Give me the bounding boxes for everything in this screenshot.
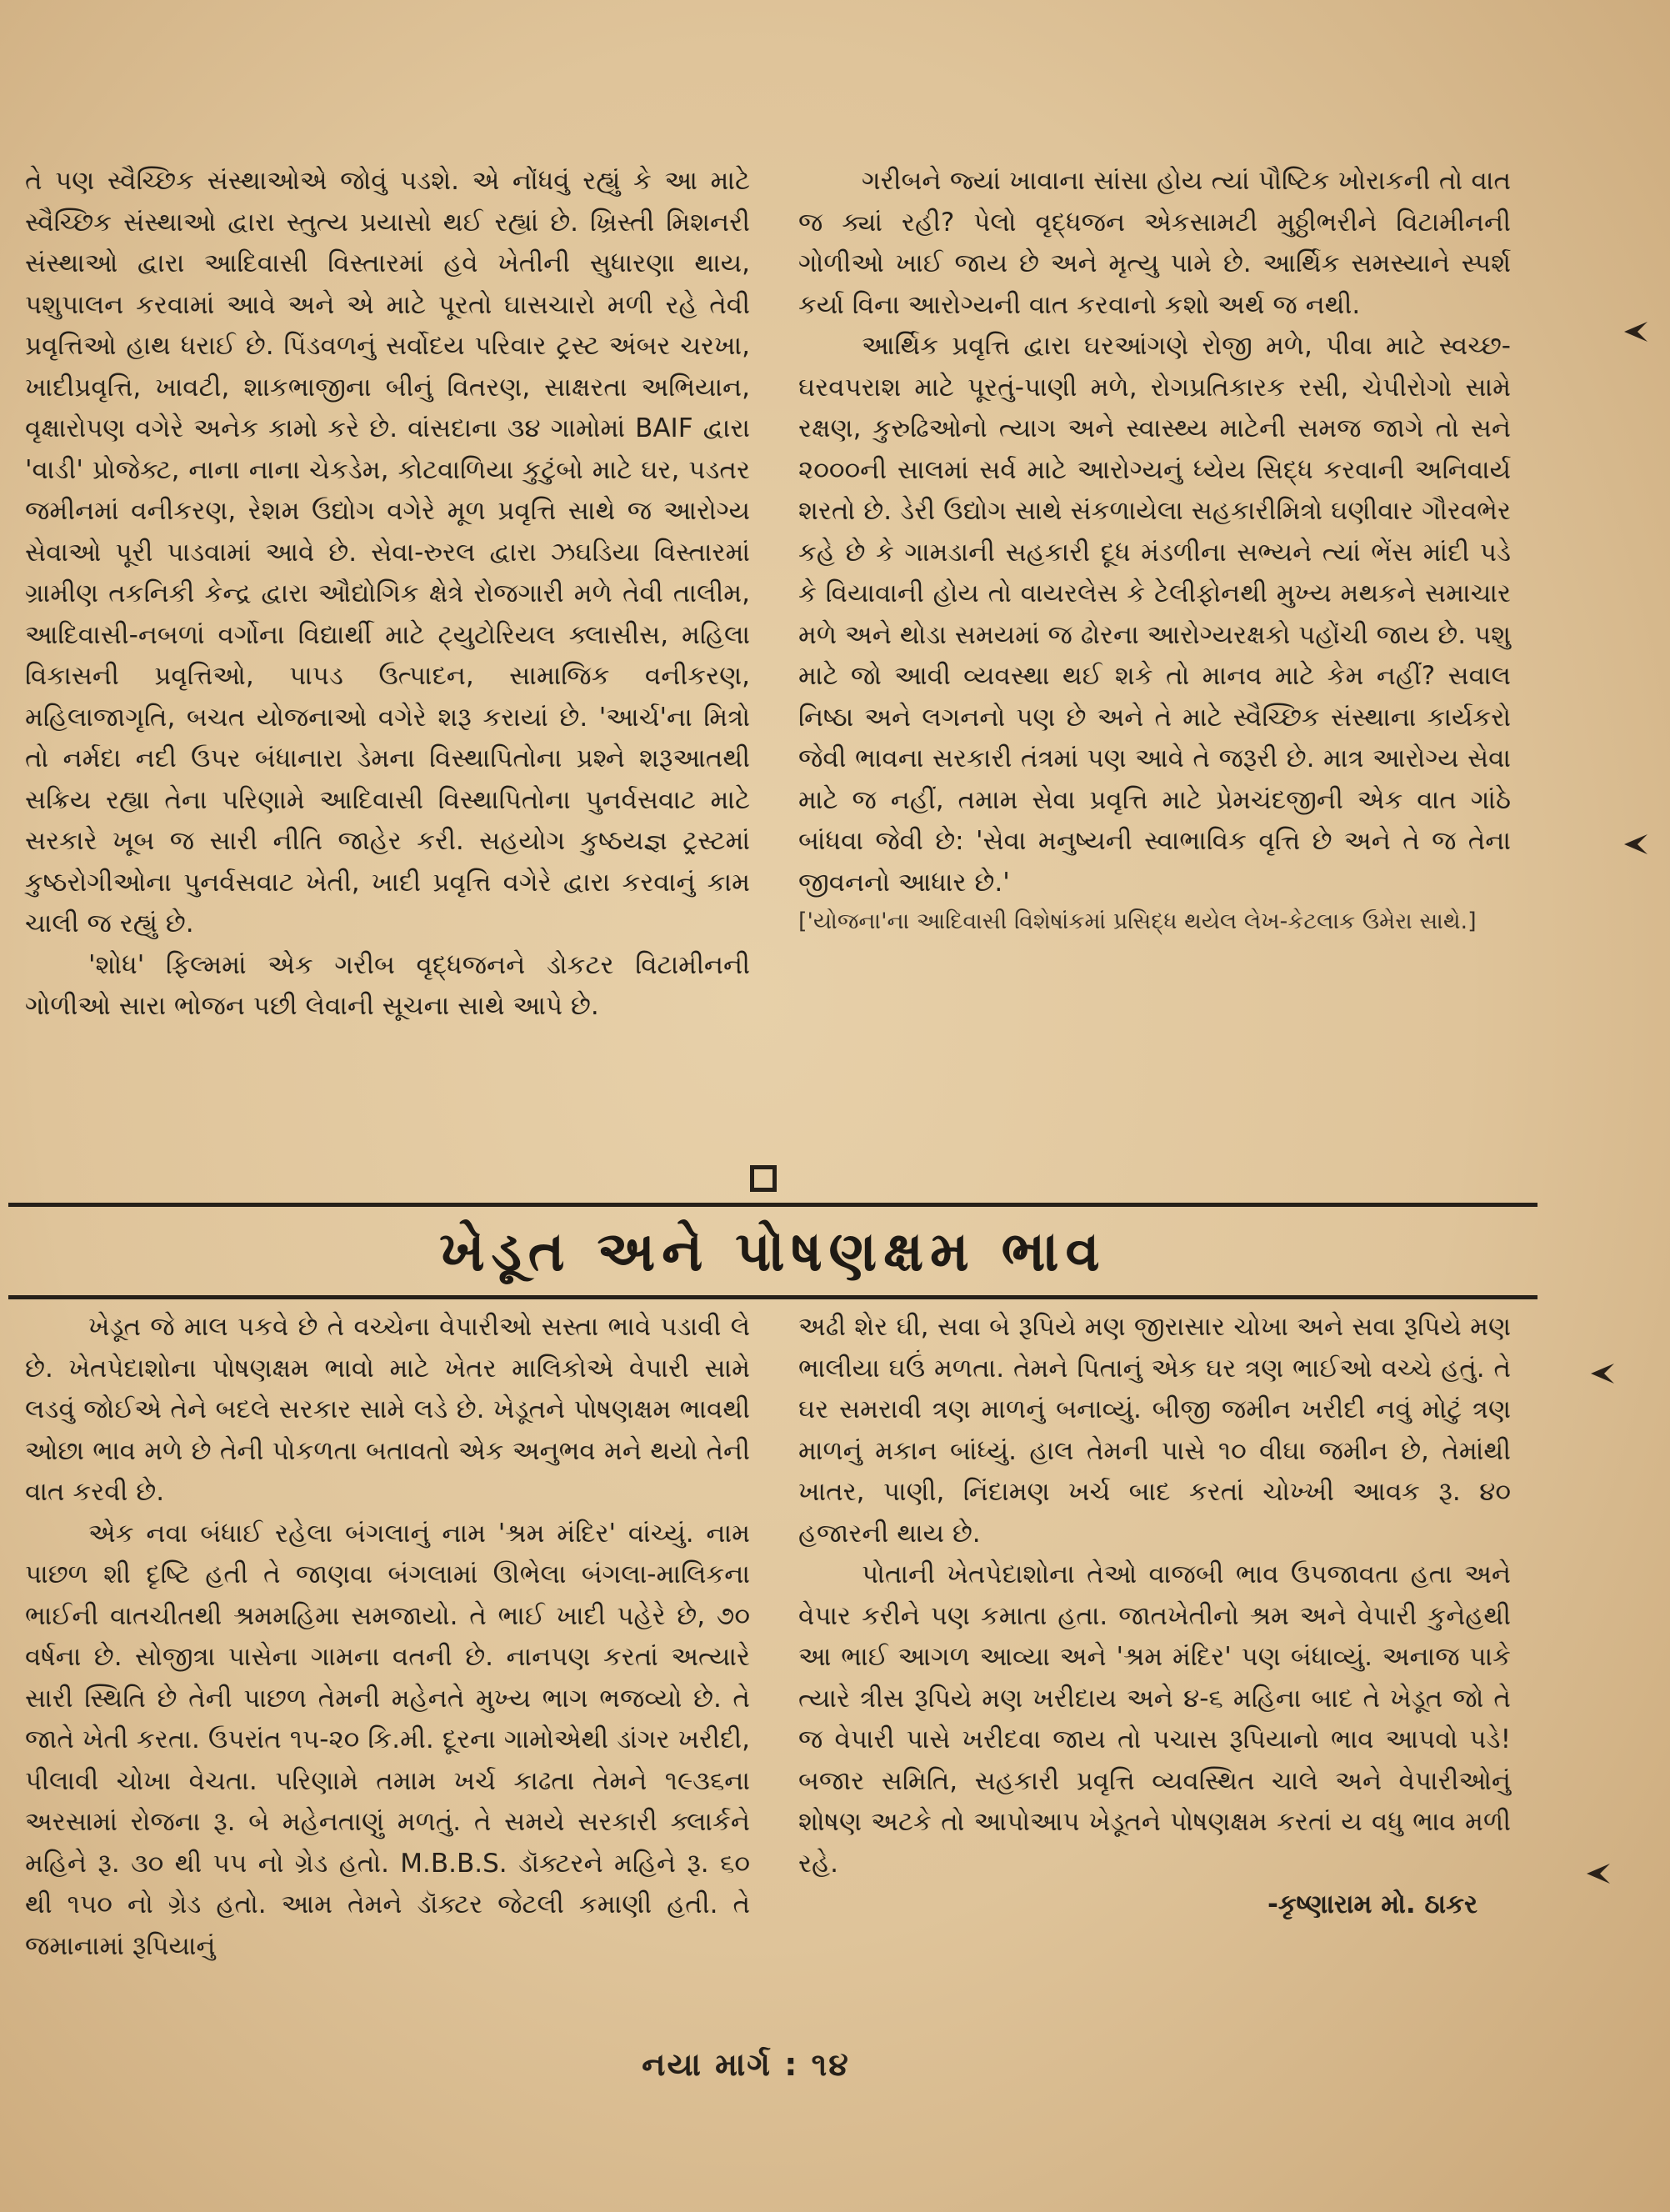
paragraph: એક નવા બંધાઈ રહેલા બંગલાનું નામ 'શ્રમ મંદિર' વાંચ્યું. નામ પાછળ શી દૃષ્ટિ હતી તે જાણવા બંગલામાં ઊભેલા બંગલા-માલિકના ભાઈની વાતચીતથી શ્રમમહિમા સમજાયો. તે ભાઈ ખાદી પહેરે છે, ૭૦ વર્ષના છે. સોજીત્રા પાસેના ગામના વતની છે. નાનપણ કરતાં અત્યારે સારી સ્થિતિ છે તેની પાછળ તેમની મહેનતે મુખ્ય ભાગ ભજવ્યો છે. તે જાતે ખેતી કરતા. ઉપરાંત ૧૫-૨૦ કિ.મી. દૂરના ગામોએથી ડાંગર ખરીદી, પીલાવી ચોખા વેચતા. પરિણામે તમામ ખર્ચ કાઢતા તેમને ૧૯૩૬ના અરસામાં રોજના રૂ. બે મહેનતાણું મળતું. તે સમયે સરકારી ક્લાર્કને મહિને રૂ. ૩૦ થી ૫૫ નો ગ્રેડ હતો. M.B.B.S. ડૉક્ટરને મહિને રૂ. ૬૦ થી ૧૫૦ નો ગ્રેડ હતો. આમ તેમને ડૉક્ટર જેટલી કમાણી હતી. તે જમાનામાં રૂપિયાનું <box>25 1518 750 1961</box>
binding-staple-icon <box>1621 829 1651 859</box>
paragraph: ખેડૂત જે માલ પકવે છે તે વચ્ચેના વેપારીઓ સસ્તા ભાવે પડાવી લે છે. ખેતપેદાશોના પોષણક્ષમ ભાવો માટે ખેતર માલિકોએ વેપારી સામે લડવું જોઈએ તેને બદલે સરકાર સામે લડે છે. ખેડૂતને પોષણક્ષમ ભાવથી ઓછા ભાવ મળે છે તેની પોકળતા બતાવતો એક અનુભવ મને થયો તેની વાત કરવી છે. <box>25 1312 750 1507</box>
paragraph: આર્થિક પ્રવૃત્તિ દ્વારા ઘરઆંગણે રોજી મળે, પીવા માટે સ્વચ્છ-ઘરવપરાશ માટે પૂરતું-પાણી મળે, રોગપ્રતિકારક રસી, ચેપીરોગો સામે રક્ષણ, કુરુઢિઓનો ત્યાગ અને સ્વાસ્થ્ય માટેની સમજ જાગે તો સને ૨૦૦૦ની સાલમાં સર્વ માટે આરોગ્યનું ધ્યેય સિદ્ધ કરવાની અનિવાર્ય શરતો છે. ડેરી ઉદ્યોગ સાથે સંકળાયેલા સહકારીમિત્રો ઘણીવાર ગૌરવભેર કહે છે કે ગામડાની સહકારી દૂધ મંડળીના સભ્યને ત્યાં ભેંસ માંદી પડે કે વિયાવાની હોય તો વાયરલેસ કે ટેલીફોનથી મુખ્ય મથકને સમાચાર મળે અને થોડા સમયમાં જ ઢોરના આરોગ્યરક્ષકો પહોંચી જાય છે. પશુ માટે જો આવી વ્યવસ્થા થઈ શકે તો માનવ માટે કેમ નહીં? સવાલ નિષ્ઠા અને લગનનો પણ છે અને તે માટે સ્વૈચ્છિક સંસ્થાના કાર્યકરો જેવી ભાવના સરકારી તંત્રમાં પણ આવે તે જરૂરી છે. માત્ર આરોગ્ય સેવા માટે જ નહીં, તમામ સેવા પ્રવૃત્તિ માટે પ્રેમચંદજીની એક વાત ગાંઠે બાંધવા જેવી છે: 'સેવા મનુષ્યની સ્વાભાવિક વૃત્તિ છે અને તે જ તેના જીવનનો આધાર છે.' <box>798 331 1511 898</box>
paragraph: પોતાની ખેતપેદાશોના તેઓ વાજબી ભાવ ઉપજાવતા હતા અને વેપાર કરીને પણ કમાતા હતા. જાતખેતીનો શ્રમ અને વેપારી કુનેહથી આ ભાઈ આગળ આવ્યા અને 'શ્રમ મંદિર' પણ બંધાવ્યું. અનાજ પાકે ત્યારે ત્રીસ રૂપિયે મણ ખરીદાય અને ૪-૬ મહિના બાદ તે ખેડૂત જો તે જ વેપારી પાસે ખરીદવા જાય તો પચાસ રૂપિયાનો ભાવ આપવો પડે! બજાર સમિતિ, સહકારી પ્રવૃત્તિ વ્યવસ્થિત ચાલે અને વેપારીઓનું શોષણ અટકે તો આપોઆપ ખેડૂતને પોષણક્ષમ કરતાં ય વધુ ભાવ મળી રહે. <box>798 1559 1511 1879</box>
article1-column-right <box>798 161 1511 939</box>
binding-staple-icon <box>1621 317 1651 347</box>
article-end-marker <box>750 1165 777 1192</box>
article2-column-left <box>25 1307 750 1967</box>
headline-rule-top <box>8 1203 1538 1207</box>
page-footer: નયા માર્ગ : ૧૪ <box>642 2046 850 2083</box>
source-note: ['યોજના'ના આદિવાસી વિશેષાંકમાં પ્રસિદ્ધ થયેલ લેખ-કેટલાક ઉમેરા સાથે.] <box>798 908 1477 934</box>
article1-column-left <box>25 161 750 1028</box>
paragraph: ગરીબને જ્યાં ખાવાના સાંસા હોય ત્યાં પૌષ્ટિક ખોરાકની તો વાત જ ક્યાં રહી? પેલો વૃદ્ધજન એકસામટી મુઠ્ઠીભરીને વિટામીનની ગોળીઓ ખાઈ જાય છે અને મૃત્યુ પામે છે. આર્થિક સમસ્યાને સ્પર્શ કર્યા વિના આરોગ્યની વાત કરવાનો કશો અર્થ જ નથી. <box>798 166 1511 320</box>
article-headline: ખેડૂત અને પોષણક્ષમ ભાવ <box>439 1219 1107 1284</box>
binding-staple-icon <box>1588 1359 1618 1389</box>
headline-rule-bottom <box>8 1295 1538 1299</box>
paragraph: તે પણ સ્વૈચ્છિક સંસ્થાઓએ જોવું પડશે. એ નોંધવું રહ્યું કે આ માટે સ્વૈચ્છિક સંસ્થાઓ દ્વારા સ્તુત્ય પ્રયાસો થઈ રહ્યાં છે. ખ્રિસ્તી મિશનરી સંસ્થાઓ દ્વારા આદિવાસી વિસ્તારમાં હવે ખેતીની સુધારણા થાય, પશુપાલન કરવામાં આવે અને એ માટે પૂરતો ઘાસચારો મળી રહે તેવી પ્રવૃત્તિઓ હાથ ધરાઈ છે. પિંડવળનું સર્વોદય પરિવાર ટ્રસ્ટ અંબર ચરખા, ખાદીપ્રવૃત્તિ, ખાવટી, શાકભાજીના બીનું વિતરણ, સાક્ષરતા અભિયાન, વૃક્ષારોપણ વગેરે અનેક કામો કરે છે. વાંસદાના ૩૪ ગામોમાં BAIF દ્વારા 'વાડી' પ્રોજેક્ટ, નાના નાના ચેકડેમ, કોટવાળિયા કુટુંબો માટે ઘર, પડતર જમીનમાં વનીકરણ, રેશમ ઉદ્યોગ વગેરે મૂળ પ્રવૃત્તિ સાથે જ આરોગ્ય સેવાઓ પૂરી પાડવામાં આવે છે. સેવા-રુરલ દ્વારા ઝઘડિયા વિસ્તારમાં ગ્રામીણ તકનિકી કેન્દ્ર દ્વારા ઔદ્યોગિક ક્ષેત્રે રોજગારી મળે તેવી તાલીમ, આદિવાસી-નબળાં વર્ગોના વિદ્યાર્થી માટે ટ્યુટોરિયલ ક્લાસીસ, મહિલા વિકાસની પ્રવૃત્તિઓ, પાપડ ઉત્પાદન, સામાજિક વનીકરણ, મહિલાજાગૃતિ, બચત યોજનાઓ વગેરે શરૂ કરાયાં છે. 'આર્ચ'ના મિત્રો તો નર્મદા નદી ઉપર બંધાનારા ડેમના વિસ્થાપિતોના પ્રશ્ને શરૂઆતથી સક્રિય રહ્યા તેના પરિણામે આદિવાસી વિસ્થાપિતોના પુનર્વસવાટ માટે સરકારે ખૂબ જ સારી નીતિ જાહેર કરી. સહયોગ કુષ્ઠયજ્ઞ ટ્રસ્ટમાં કુષ્ઠરોગીઓના પુનર્વસવાટ ખેતી, ખાદી પ્રવૃત્તિ વગેરે દ્વારા કરવાનું કામ ચાલી જ રહ્યું છે. <box>25 166 750 938</box>
binding-staple-icon <box>1583 1859 1613 1889</box>
author-signature: -કૃષ્ણારામ મો. ઠાકર <box>1268 1889 1478 1919</box>
paragraph: અઢી શેર ઘી, સવા બે રૂપિયે મણ જીરાસાર ચોખા અને સવા રૂપિયે મણ ભાલીયા ઘઉં મળતા. તેમને પિતાનું એક ઘર ત્રણ ભાઈઓ વચ્ચે હતું. તે ઘર સમરાવી ત્રણ માળનું બનાવ્યું. બીજી જમીન ખરીદી નવું મોટું ત્રણ માળનું મકાન બાંધ્યું. હાલ તેમની પાસે ૧૦ વીઘા જમીન છે, તેમાંથી ખાતર, પાણી, નિંદામણ ખર્ચ બાદ કરતાં ચોખ્ખી આવક રૂ. ૪૦ હજારની થાય છે. <box>798 1312 1511 1549</box>
paragraph: 'શોધ' ફિલ્મમાં એક ગરીબ વૃદ્ધજનને ડોકટર વિટામીનની ગોળીઓ સારા ભોજન પછી લેવાની સૂચના સાથે આપે છે. <box>25 949 750 1021</box>
article2-column-right <box>798 1307 1511 1926</box>
